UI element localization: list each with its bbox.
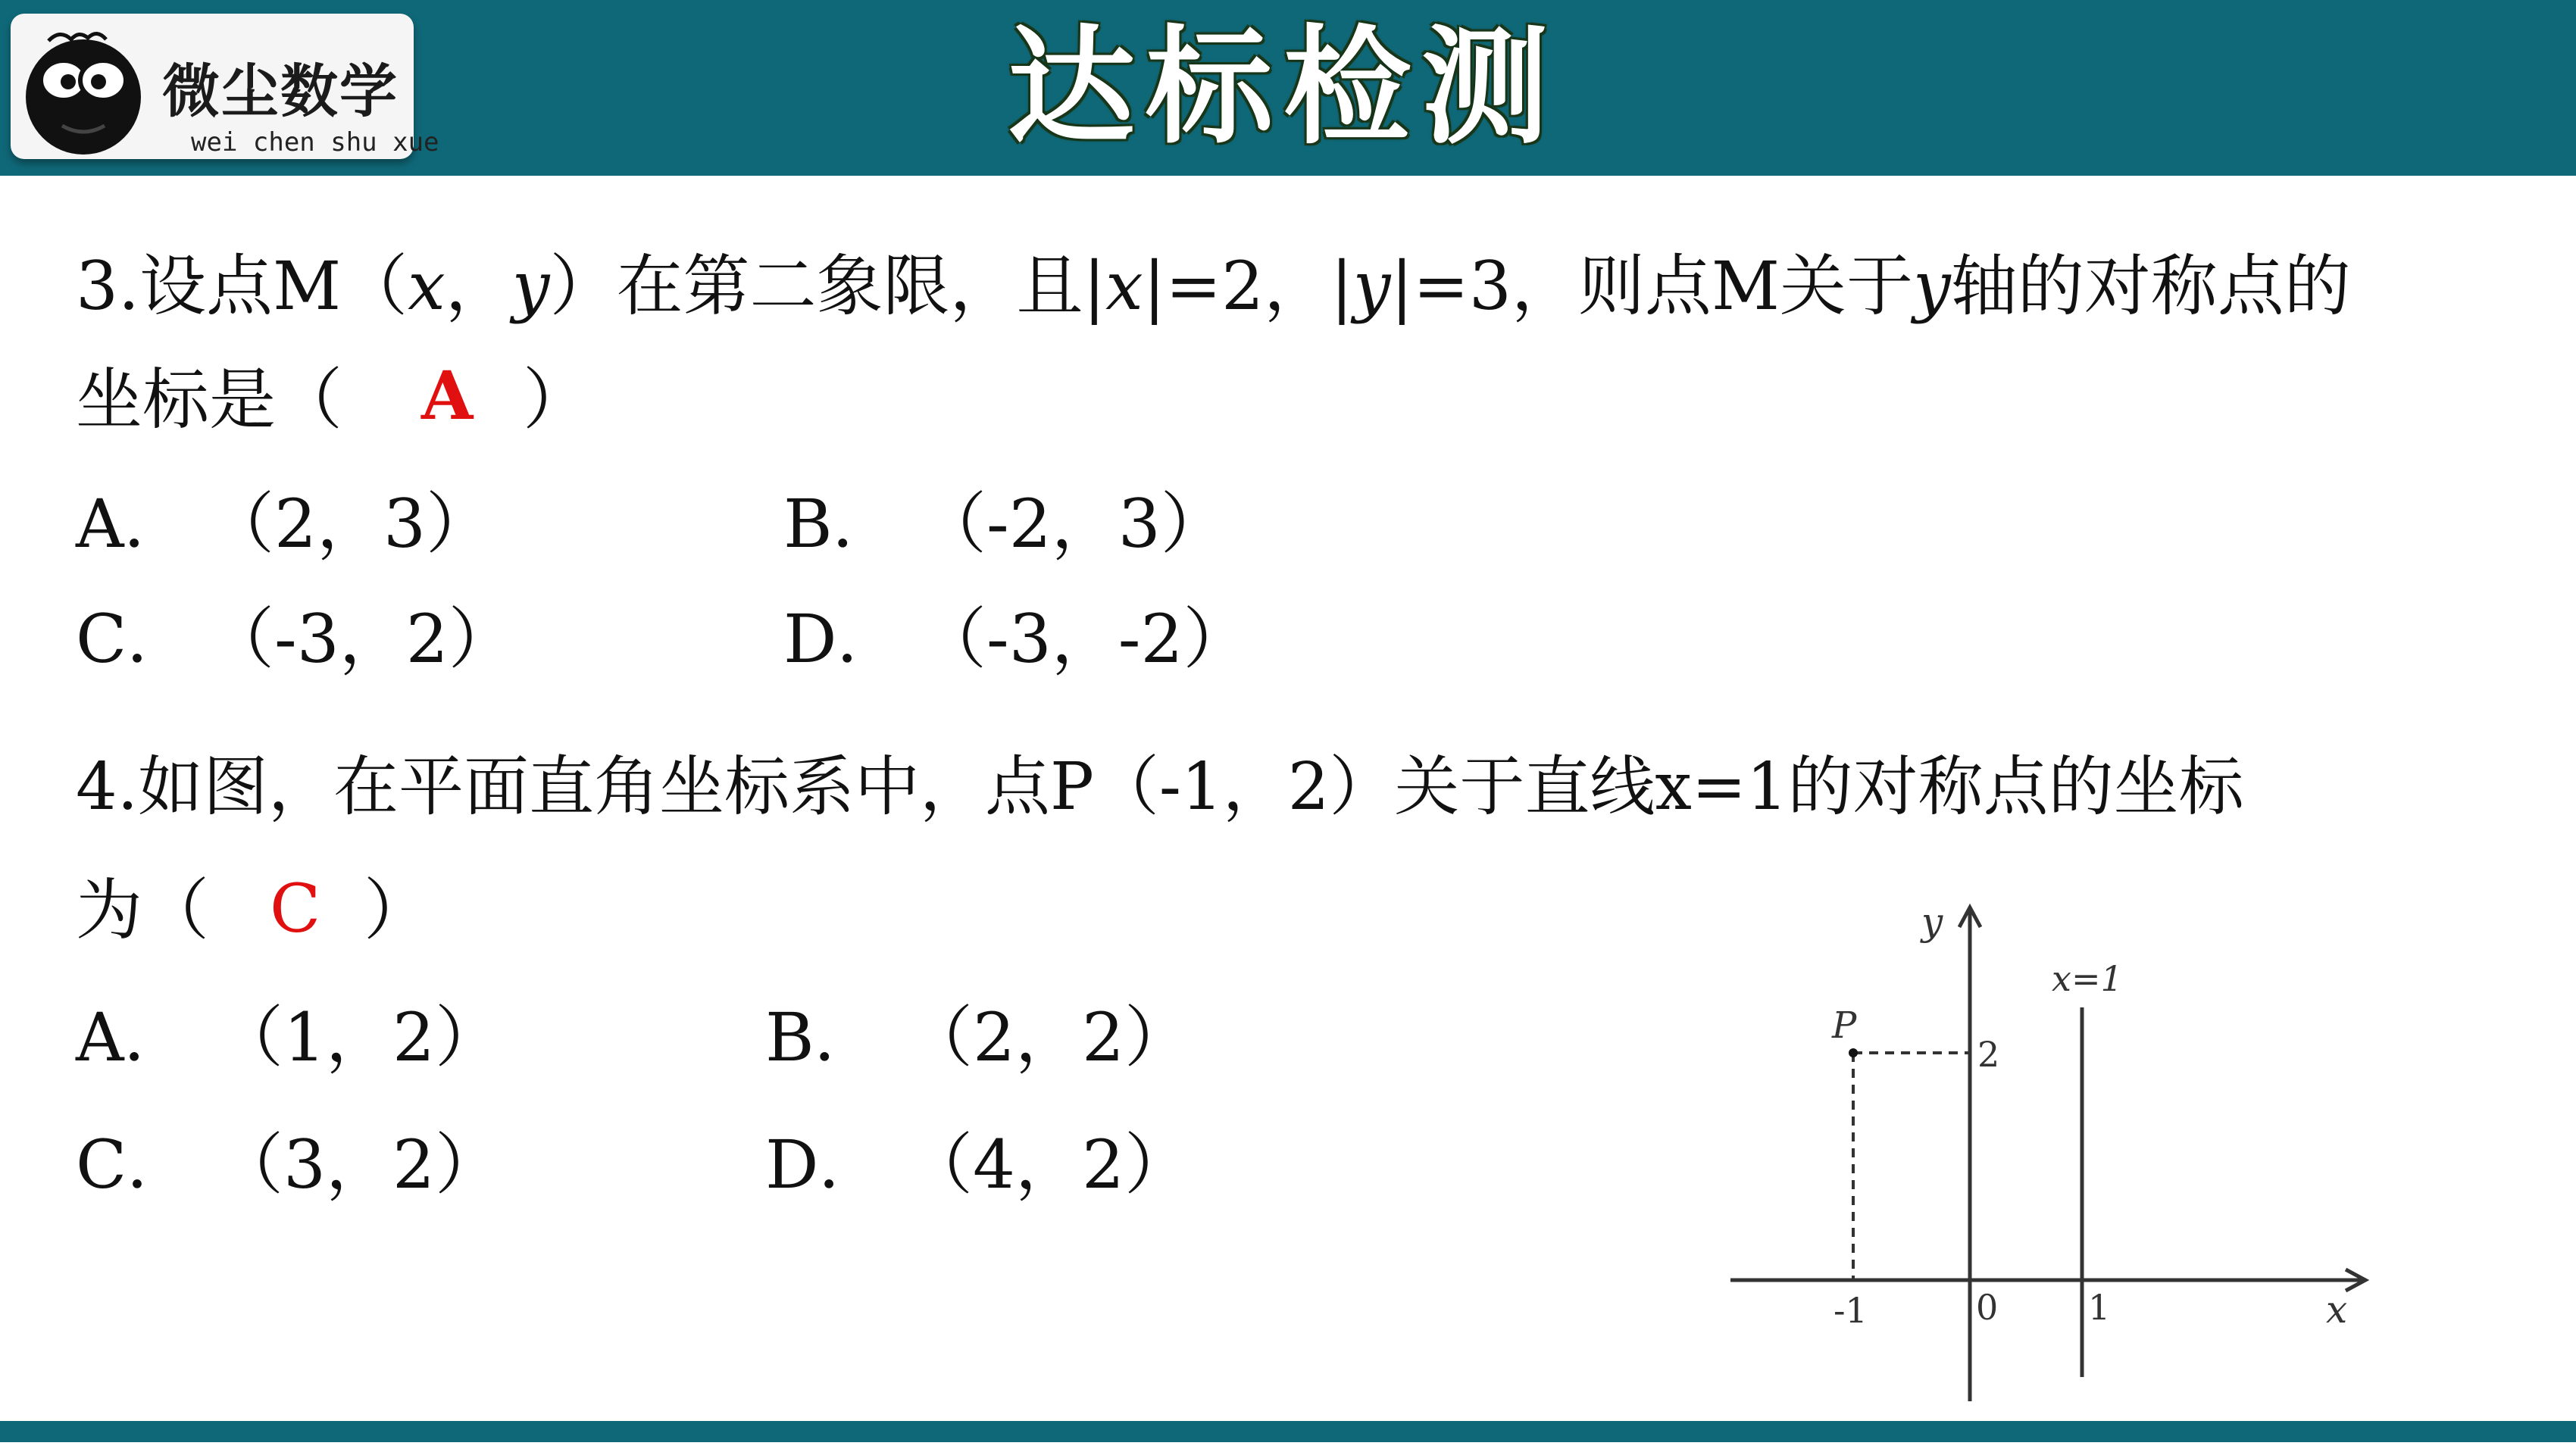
q3-sep: ， — [445, 247, 512, 325]
q3-text-c: |=2，| — [1143, 247, 1353, 325]
q3-answer: A — [421, 356, 474, 435]
page-title: 达标检测 — [1008, 11, 1559, 161]
q3-option-c-value: （-3，2） — [208, 600, 515, 678]
q4-answer: C — [270, 870, 321, 948]
q4-line1: 4.如图，在平面直角坐标系中，点P（-1，2）关于直线x=1的对称点的坐标 — [76, 749, 2244, 825]
logo — [11, 14, 439, 159]
q3-text-b: ）在第二象限，且| — [549, 247, 1106, 325]
q4-option-b-label: B． — [765, 998, 881, 1076]
q3-line2-close: ） — [523, 361, 590, 439]
q4-option-d-value: （4，2） — [906, 1126, 1191, 1204]
q3-abs-x: x — [1105, 247, 1143, 325]
y-axis-label: y — [1921, 900, 1943, 944]
tick-y-2: 2 — [1977, 1034, 2000, 1075]
q3-option-a-value: （2，3） — [208, 485, 492, 563]
tick-neg1: -1 — [1834, 1290, 1868, 1331]
q3-option-b-value: （-2，3） — [920, 485, 1227, 563]
tick-1: 1 — [2088, 1287, 2111, 1328]
q3-option-b-label: B． — [783, 485, 899, 563]
point-p — [1849, 1048, 1858, 1057]
q4-option-d-label: D． — [765, 1126, 886, 1204]
q3-var-y: y — [511, 247, 550, 325]
origin-label: 0 — [1976, 1287, 1999, 1328]
x-axis-label: x — [2326, 1288, 2348, 1332]
q3-text-d: |=3，则点M关于 — [1390, 247, 1913, 325]
q4-option-a-label: A． — [76, 998, 191, 1076]
q3-text-e: 轴的对称点的 — [1950, 247, 2351, 325]
q3-option-d-value: （-3，-2） — [920, 600, 1250, 678]
line-label: x=1 — [2052, 958, 2123, 999]
q3-text-a: 3.设点M（ — [76, 247, 408, 325]
q3-option-a-label: A． — [76, 485, 191, 563]
logo-face-icon — [18, 27, 148, 158]
q3-option-c-label: C． — [76, 600, 194, 678]
q4-line2: 为（ — [76, 871, 210, 949]
q3-line2: 坐标是（ — [76, 361, 343, 439]
q4-option-c-value: （3，2） — [217, 1126, 502, 1204]
q3-line1 — [76, 247, 2351, 325]
logo-text: 微尘数学 — [162, 58, 399, 125]
q4-line2-close: ） — [364, 871, 431, 949]
q3-var-x: x — [408, 247, 445, 325]
header-bar — [0, 0, 2576, 176]
q4-option-a-value: （1，2） — [217, 998, 502, 1076]
q3-abs-y: y — [1352, 247, 1391, 325]
q3-option-d-label: D． — [783, 600, 904, 678]
q4-option-b-value: （2，2） — [906, 998, 1191, 1076]
point-p-label: P — [1832, 1004, 1857, 1047]
q3-axis-y: y — [1912, 247, 1951, 325]
logo-pinyin: wei chen shu xue — [191, 127, 439, 158]
footer-bar — [0, 1421, 2576, 1442]
q4-option-c-label: C． — [76, 1126, 194, 1204]
coordinate-graph — [1720, 894, 2387, 1409]
